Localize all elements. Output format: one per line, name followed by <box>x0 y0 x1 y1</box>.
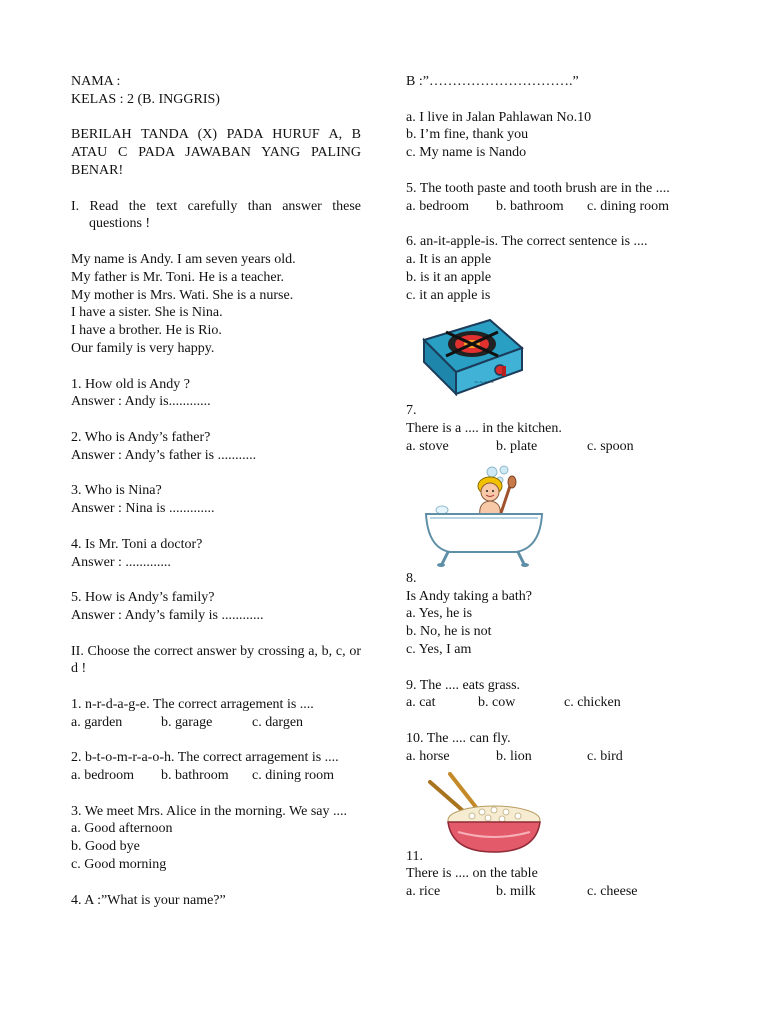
instruction-text: BERILAH TANDA (X) PADA HURUF A, B ATAU C PADA JAWABAN YANG PALING BENAR! <box>71 127 361 178</box>
question-text: 2. Who is Andy’s father? <box>71 429 211 445</box>
answer-options <box>406 438 706 456</box>
option-a[interactable]: a. Yes, he is <box>406 606 473 622</box>
mc-question-11 <box>406 848 706 901</box>
option-b[interactable]: b. bathroom <box>496 198 564 214</box>
option-c[interactable]: c. Yes, I am <box>406 641 472 657</box>
answer-options <box>406 198 706 216</box>
question-text: 3. We meet Mrs. Alice in the morning. We say .... <box>71 803 348 819</box>
option-c[interactable]: c. cheese <box>587 884 638 900</box>
answer-options <box>71 767 361 785</box>
question-text: 9. The .... eats grass. <box>406 677 521 693</box>
reading-line: My mother is Mrs. Wati. She is a nurse. <box>71 287 294 303</box>
reading-line: I have a brother. He is Rio. <box>71 323 222 339</box>
mc-question-2 <box>71 749 361 785</box>
essay-question <box>71 536 361 572</box>
option-c[interactable]: c. My name is Nando <box>406 145 527 161</box>
answer-options <box>71 714 361 732</box>
mc-question-4-line2: B :”………………………….” <box>406 74 579 89</box>
essay-question <box>71 589 361 625</box>
mc-question-1 <box>71 696 361 732</box>
option-a[interactable]: a. Good afternoon <box>71 821 173 837</box>
question-number: 8. <box>406 570 417 586</box>
reading-line: My father is Mr. Toni. He is a teacher. <box>71 269 284 285</box>
option-c[interactable]: c. dargen <box>252 714 304 730</box>
answer-options <box>406 883 706 901</box>
option-b[interactable]: b. milk <box>496 884 536 900</box>
answer-options <box>406 748 706 766</box>
question-text: 10. The .... can fly. <box>406 730 511 746</box>
essay-question <box>71 429 361 465</box>
option-a[interactable]: a. garden <box>71 714 123 730</box>
question-text: Is Andy taking a bath? <box>406 588 532 604</box>
left-column <box>71 73 361 909</box>
question-text: 5. The tooth paste and tooth brush are in the .... <box>406 180 670 196</box>
option-a[interactable]: a. stove <box>406 438 449 454</box>
mc-question-9 <box>406 677 706 713</box>
mc-question-5 <box>406 180 706 216</box>
mc-question-10 <box>406 730 706 766</box>
option-b[interactable]: b. bathroom <box>161 768 229 784</box>
option-c[interactable]: c. chicken <box>564 695 621 711</box>
q8-picture-area <box>406 456 706 570</box>
svg-text:~~~~: ~~~~ <box>474 379 495 387</box>
mc-question-6 <box>406 233 706 304</box>
option-c[interactable]: c. Good morning <box>71 857 167 873</box>
section2-title: II. Choose the correct answer by crossing a, b, c, or d ! <box>71 643 361 677</box>
answer-options <box>406 694 706 712</box>
option-b[interactable]: b. is it an apple <box>406 269 492 285</box>
option-c[interactable]: c. it an apple is <box>406 287 491 303</box>
mc-question-7 <box>406 402 706 455</box>
reading-line: My name is Andy. I am seven years old. <box>71 251 296 267</box>
question-number: 7. <box>406 403 417 419</box>
question-text: 4. Is Mr. Toni a doctor? <box>71 536 203 552</box>
answer-line: Answer : Andy’s father is ........... <box>71 447 257 463</box>
mc-question-4-options <box>406 109 706 162</box>
class-field-label: KELAS : 2 (B. INGGRIS) <box>71 91 220 107</box>
option-a[interactable]: a. I live in Jalan Pahlawan No.10 <box>406 109 592 125</box>
name-field-label: NAMA : <box>71 74 121 89</box>
option-a[interactable]: a. bedroom <box>71 768 134 784</box>
option-b[interactable]: b. No, he is not <box>406 624 492 640</box>
option-a[interactable]: a. cat <box>406 695 436 711</box>
option-b[interactable]: b. plate <box>496 438 538 454</box>
option-b[interactable]: b. lion <box>496 748 532 764</box>
question-text: 2. b-t-o-m-r-a-o-h. The correct arragement is .... <box>71 750 339 766</box>
option-b[interactable]: b. garage <box>161 714 213 730</box>
mc-question-8 <box>406 570 706 659</box>
answer-line: Answer : Nina is ............. <box>71 501 215 517</box>
question-text: 3. Who is Nina? <box>71 483 162 499</box>
option-c[interactable]: c. bird <box>587 748 623 764</box>
question-text: There is a .... in the kitchen. <box>406 421 562 437</box>
gas-stove-icon <box>416 310 528 406</box>
question-text: There is .... on the table <box>406 866 538 882</box>
option-c[interactable]: c. spoon <box>587 438 634 454</box>
rice-bowl-chopsticks-icon <box>422 772 546 856</box>
answer-line: Answer : Andy’s family is ............ <box>71 607 264 623</box>
option-a[interactable]: a. It is an apple <box>406 251 492 267</box>
option-b[interactable]: b. Good bye <box>71 839 140 855</box>
answer-line: Answer : ............. <box>71 554 171 570</box>
option-a[interactable]: a. rice <box>406 884 441 900</box>
option-c[interactable]: c. dining room <box>587 198 670 214</box>
section1-title: I. Read the text carefully than answer these questions ! <box>71 198 361 232</box>
mc-question-3 <box>71 803 361 874</box>
right-column <box>406 73 706 901</box>
option-a[interactable]: a. bedroom <box>406 198 469 214</box>
q7-picture-area <box>406 304 706 402</box>
option-b[interactable]: b. cow <box>478 695 516 711</box>
reading-line: I have a sister. She is Nina. <box>71 305 223 321</box>
reading-text <box>71 251 361 358</box>
question-text: 5. How is Andy’s family? <box>71 590 215 606</box>
option-b[interactable]: b. I’m fine, thank you <box>406 127 529 143</box>
question-text: 6. an-it-apple-is. The correct sentence is .... <box>406 234 648 250</box>
option-a[interactable]: a. horse <box>406 748 450 764</box>
option-c[interactable]: c. dining room <box>252 768 335 784</box>
reading-line: Our family is very happy. <box>71 340 215 356</box>
question-text: 1. n-r-d-a-g-e. The correct arragement is .... <box>71 696 314 712</box>
mc-question-4-line1: 4. A :”What is your name?” <box>71 892 226 908</box>
boy-in-bathtub-icon <box>420 464 548 570</box>
question-text: 1. How old is Andy ? <box>71 376 190 392</box>
essay-question <box>71 376 361 412</box>
question-number: 11. <box>406 848 423 864</box>
q11-picture-area <box>406 766 706 848</box>
answer-line: Answer : Andy is............ <box>71 394 211 410</box>
essay-question <box>71 482 361 518</box>
